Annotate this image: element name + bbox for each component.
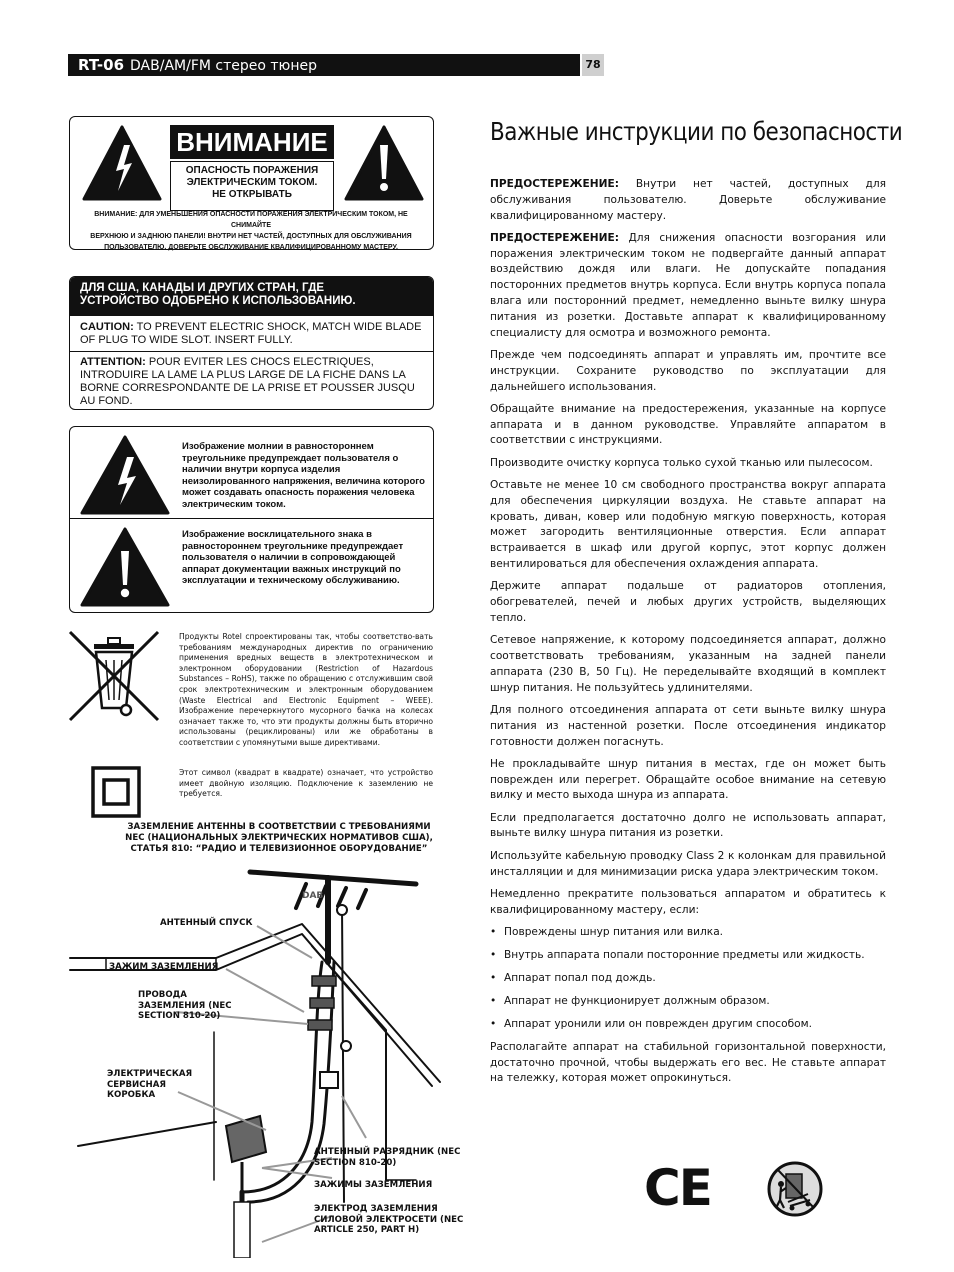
page-header: [68, 54, 580, 76]
double-insulation-icon: [91, 766, 141, 818]
paragraph: Обращайте внимание на предостережения, указанные на корпусе аппарата и в данном руководстве. Управляйте аппаратом в соответствии с инструкциями.: [490, 402, 886, 447]
warning-sub-line: ЭЛЕКТРИЧЕСКИМ ТОКОМ.: [186, 177, 318, 188]
lightning-triangle-icon: [80, 123, 164, 205]
paragraph: Для полного отсоединения аппарата от сети выньте вилку шнура питания из настенной розетки. После отсоединения индикатор готовности должен погаснуть.: [490, 703, 886, 748]
shock-warning-box: [69, 116, 434, 250]
discharge-label: [314, 1147, 460, 1168]
warning-sub-line: НЕ ОТКРЫВАТЬ: [212, 189, 292, 200]
paragraph: Прежде чем подсоединять аппарат и управлять им, прочтите все инструкции. Сохраните руководство по эксплуатации для дальнейшего использования.: [490, 348, 886, 393]
label-line: ЭЛЕКТРОД ЗАЗЕМЛЕНИЯ: [314, 1204, 438, 1214]
heading-line: ДЛЯ США, КАНАДЫ И ДРУГИХ СТРАН, ГДЕ: [80, 282, 325, 294]
caution-label: ПРЕДОСТЕРЕЖЕНИЕ:: [490, 178, 619, 190]
attention-body: POUR EVITER LES CHOCS ELECTRIQUES, INTRODUIRE LA LAME LA PLUS LARGE DE LA FICHE DANS LA BORNE CORRESPONDANTE DE LA PRISE ET POUSSER JUSQU AU FOND.: [80, 356, 415, 407]
model-name: RT-06: [78, 56, 125, 74]
label-line: ЗАЗЕМЛЕНИЯ (NEC: [138, 1000, 232, 1011]
list-item: • Аппарат уронили или он поврежден другим способом.: [490, 1017, 886, 1033]
caution-text: [70, 321, 433, 347]
clamps-label: ЗАЖИМЫ ЗАЗЕМЛЕНИЯ: [314, 1180, 433, 1190]
label-line: ARTICLE 250, PART H): [314, 1225, 420, 1235]
attention-text: [70, 356, 433, 408]
label-line: АНТЕННЫЙ РАЗРЯДНИК (NEC: [314, 1147, 461, 1157]
title-line: NEC (НАЦИОНАЛЬНЫХ ЭЛЕКТРИЧЕСКИХ НОРМАТИВОВ США),: [125, 833, 433, 843]
paragraph: Немедленно прекратите пользоваться аппаратом и обратитесь к квалифицированному мастеру, если:: [490, 887, 886, 916]
paragraph: Производите очистку корпуса только сухой тканью или пылесосом.: [490, 456, 873, 469]
paragraph: Оставьте не менее 10 см свободного пространства вокруг аппарата для обеспечения циркуляции воздуха. Не ставьте аппарат на кровать, диван, ковер или подобную мягкую поверхность, которая может загородить вентиляционные отверстия. Если аппарат встраивается в шкаф или другой корпус, этот корпус должен вентилироваться для обеспечения охлаждения аппарата.: [490, 479, 886, 571]
symbol-explanation-box: [69, 426, 434, 613]
service-box-label: [107, 1069, 192, 1101]
lightning-triangle-icon: [78, 433, 172, 517]
attention-label: ATTENTION:: [80, 356, 146, 368]
ce-mark-logo: CE: [644, 1159, 711, 1217]
paragraph: Располагайте аппарат на стабильной горизонтальной поверхности, достаточно прочной, чтобы выдержать его вес. Не ставьте аппарат на тележку, которая может опрокинуться.: [490, 1040, 886, 1085]
electrode-label: [314, 1204, 463, 1236]
paragraph: [490, 231, 886, 342]
caution-label: ПРЕДОСТЕРЕЖЕНИЕ:: [490, 231, 619, 244]
page-number: 78: [582, 54, 604, 76]
divider: [70, 351, 433, 352]
paragraph: [490, 177, 886, 224]
title-line: СТАТЬЯ 810: “РАДИО И ТЕЛЕВИЗИОННОЕ ОБОРУДОВАНИЕ”: [130, 844, 428, 854]
clamp-label: ЗАЖИМ ЗАЗЕМЛЕНИЯ: [109, 962, 219, 972]
exclamation-explanation: Изображение восклицательного знака в равностороннем треугольнике предупреждает пользователя о наличии в сопровождающей аппарат документации важных инструкций по эксплуатации и техническому обслуживанию.: [182, 529, 404, 586]
list-item: • Аппарат не функционирует должным образом.: [490, 994, 886, 1010]
exclamation-triangle-icon: [78, 525, 172, 609]
list-item: • Внутрь аппарата попали посторонние предметы или жидкость.: [490, 948, 886, 964]
caution-label: CAUTION:: [80, 321, 134, 333]
divider: [70, 518, 433, 519]
paragraph-text: Для снижения опасности возгорания или поражения электрическим током не подвергайте данный аппарат воздействию дождя или влаги. Не допускайте попадания посторонних предметов внутрь корпуса. Если внутрь корпуса попала влага или посторонний предмет, немедленно выньте вилку шнура питания из розетки. Доставьте аппарат к квалифицированному специалисту для осмотра и возможного ремонта.: [490, 231, 886, 339]
warning-footer-line: ВНИМАНИЕ: ДЛЯ УМЕНЬШЕНИЯ ОПАСНОСТИ ПОРАЖЕНИЯ ЭЛЕКТРИЧЕСКИМ ТОКОМ, НЕ СНИМАЙТЕ: [94, 211, 408, 229]
plug-notice-heading: [70, 277, 433, 316]
exclamation-triangle-icon: [342, 123, 426, 205]
weee-text: Продукты Rotel спроектированы так, чтобы соответство-вать требованиям международных директив по ограничению применения вредных веществ в электротехническом и электронном оборудовании (Restriction of Hazardous Substances – RoHS), также по обращению с отслужившим свой срок электротехническим и электронным оборудованием (Waste Electrical and Electronic Equipment – WEEE). Изображение перечеркнутого мусорного бачка на колесах означает также то, что эти продукты должны быть вторично использованы (рециклированы) или же обработаны в соответствии с упомянутыми выше директивами.: [179, 632, 433, 747]
antenna-grounding-title: [118, 822, 440, 855]
label-line: ПРОВОДА: [138, 990, 187, 1000]
lead-in-label: АНТЕННЫЙ СПУСК: [160, 918, 253, 928]
warning-sub-line: ОПАСНОСТЬ ПОРАЖЕНИЯ: [185, 165, 319, 176]
safety-instructions: [490, 177, 886, 1094]
paragraph-text: Внутри нет частей, доступных для обслуживания пользователю. Доверьте обслуживание квалифицированному мастеру.: [490, 178, 886, 222]
paragraph: Не прокладывайте шнур питания в местах, где он может быть поврежден или перегрет. Обращайте особое внимание на сетевую вилку и место выхода шнура из аппарата.: [490, 757, 886, 802]
list-item: • Повреждены шнур питания или вилка.: [490, 925, 886, 941]
label-line: ЭЛЕКТРИЧЕСКАЯ: [107, 1069, 193, 1079]
paragraph: Держите аппарат подальше от радиаторов отопления, обогревателей, печей и любых других устройств, выделяющих тепло.: [490, 580, 886, 624]
heading-line: УСТРОЙСТВО ОДОБРЕНО К ИСПОЛЬЗОВАНИЮ.: [80, 295, 356, 307]
crossed-bin-icon: [66, 628, 162, 724]
double-insulation-text: Этот символ (квадрат в квадрате) означает, что устройство имеет двойную изоляцию. Подключение к заземлению не требуется.: [179, 768, 433, 799]
label-line: СЕРВИСНАЯ: [107, 1079, 166, 1090]
paragraph: Используйте кабельную проводку Class 2 к колонкам для правильной инсталляции и для минимизации риска удара электрическим током.: [490, 849, 886, 878]
warning-footer-line: ВЕРХНЮЮ И ЗАДНЮЮ ПАНЕЛИ! ВНУТРИ НЕТ ЧАСТЕЙ, ДОСТУПНЫХ ДЛЯ ОБСЛУЖИВАНИЯ: [90, 233, 412, 240]
list-item: • Аппарат попал под дождь.: [490, 971, 886, 987]
label-line: СИЛОВОЙ ЭЛЕКТРОСЕТИ (NEC: [314, 1214, 464, 1225]
paragraph: Если предполагается достаточно долго не использовать аппарат, выньте вилку шнура питания из розетки.: [490, 811, 886, 840]
caution-body: TO PREVENT ELECTRIC SHOCK, MATCH WIDE BLADE OF PLUG TO WIDE SLOT. INSERT FULLY.: [80, 321, 422, 346]
lightning-explanation: Изображение молнии в равностороннем треугольнике предупреждает пользователя о наличии внутри корпуса изделия неизолированного напряжения, величина которого может создавать опасность поражения человека электрическим током.: [182, 441, 425, 510]
warning-footer-line: ПОЛЬЗОВАТЕЛЮ. ДОВЕРЬТЕ ОБСЛУЖИВАНИЕ КВАЛИФИЦИРОВАННОМУ МАСТЕРУ.: [104, 244, 398, 251]
paragraph: Сетевое напряжение, к которому подсоединяется аппарат, должно соответствовать требованиям, указанным на задней панели аппарата (230 В, 50 Гц). Не переделывайте входящий в комплект шнур питания. Не пользуйтесь удлинителями.: [490, 634, 886, 694]
antenna-grounding-diagram: [66, 862, 442, 1258]
warning-footer: [76, 209, 426, 253]
cart-tip-over-icon: [766, 1160, 824, 1218]
dab-label: DAB: [302, 891, 324, 901]
title-line: ЗАЗЕМЛЕНИЕ АНТЕННЫ В СООТВЕТСТВИИ С ТРЕБОВАНИЯМИ: [127, 822, 431, 832]
product-name: DAB/AM/FM стерео тюнер: [130, 58, 317, 74]
warning-subtitle: [170, 161, 334, 211]
warning-title: ВНИМАНИЕ: [170, 125, 334, 159]
conductors-label: [138, 990, 232, 1022]
label-line: КОРОБКА: [107, 1090, 156, 1100]
page-title: Важные инструкции по безопасности: [490, 117, 903, 146]
label-line: SECTION 810-20): [138, 1011, 221, 1021]
plug-notice-box: [69, 276, 434, 410]
label-line: SECTION 810-20): [314, 1157, 397, 1168]
